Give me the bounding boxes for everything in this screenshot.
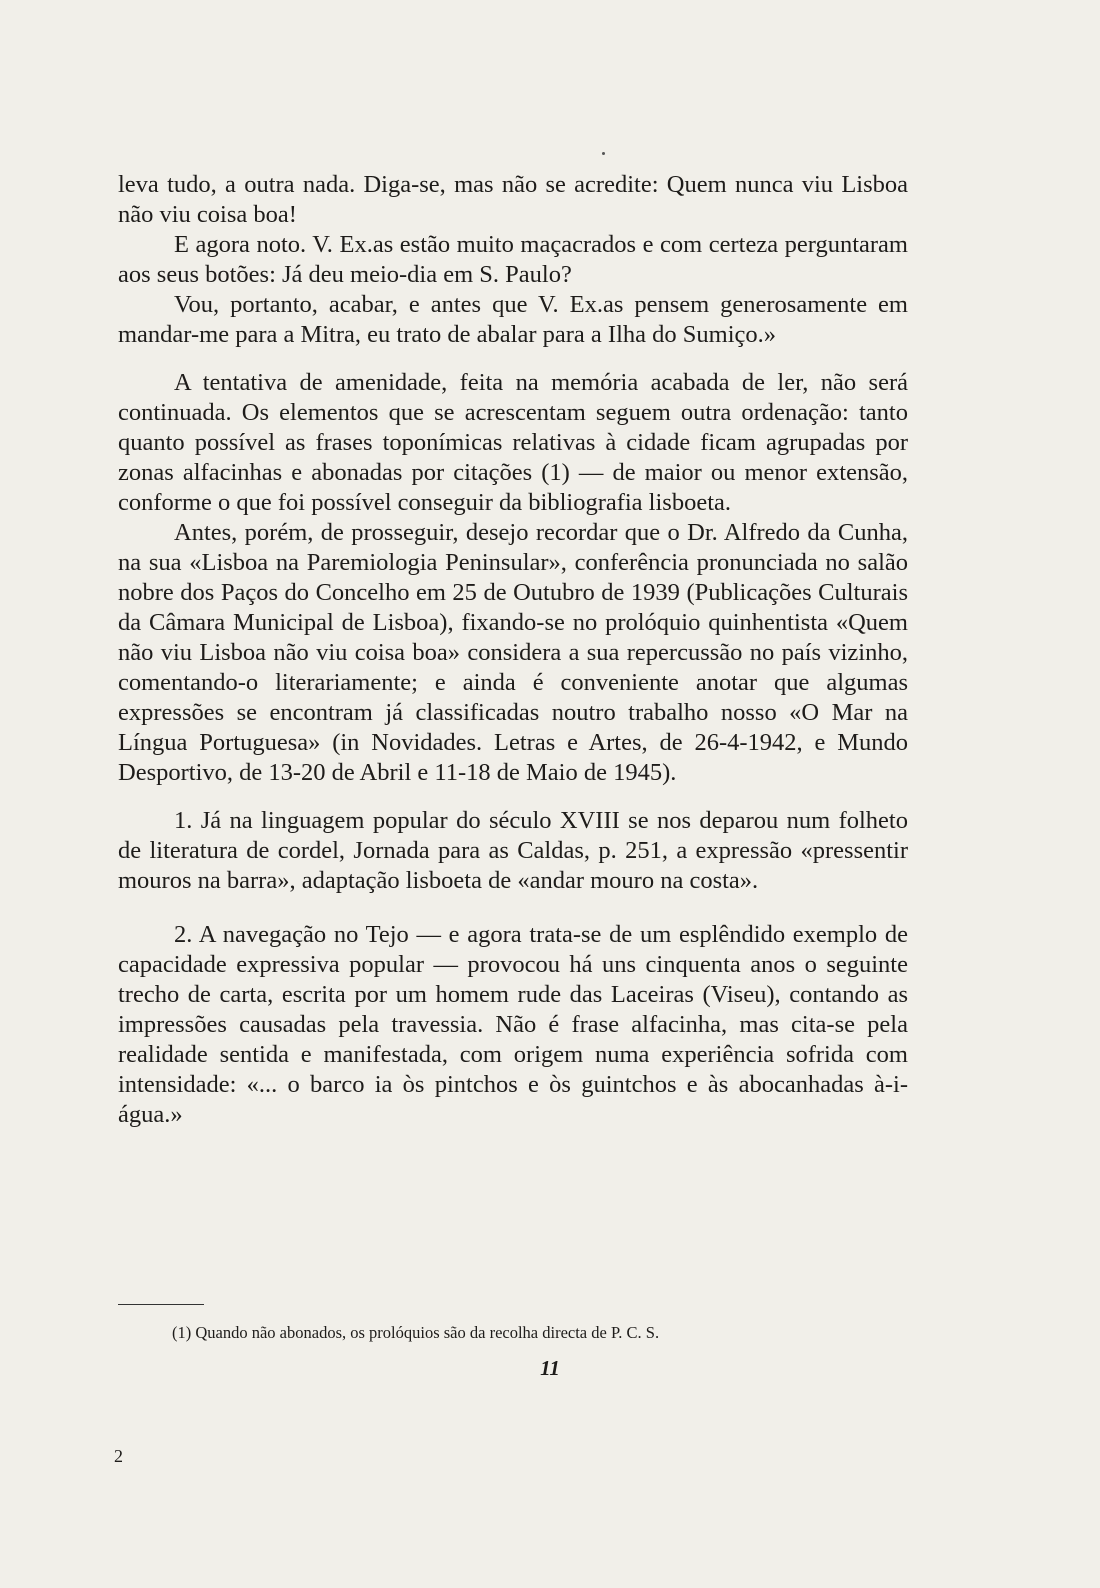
numbered-paragraph: 1. Já na linguagem popular do século XVIII se nos deparou num folheto de literatura de cordel, Jornada para as Caldas, p. 251, a expressão «pressentir mouros na barra», adaptação lisboeta de «andar mouro na costa». — [118, 807, 908, 894]
paragraph: E agora noto. V. Ex.as estão muito maçacrados e com certeza perguntaram aos seus botões: Já deu meio-dia em S. Paulo? — [118, 231, 908, 288]
paragraph: Antes, porém, de prosseguir, desejo recordar que o Dr. Alfredo da Cunha, na sua «Lisboa na Paremiologia Peninsular», conferência pronunciada no salão nobre dos Paços do Concelho em 25 de Outubro de 1939 (Publicações Culturais da Câmara Municipal de Lisboa), fixando-se no prolóquio quinhentista «Quem não viu Lisboa não viu coisa boa» considera a sua repercussão no país vizinho, comentando-o literariamente; e ainda é conveniente anotar que algumas expressões se encontram já classificadas noutro trabalho nosso «O Mar na Língua Portuguesa» (in Novidades. Letras e Artes, de 26-4-1942, e Mundo Desportivo, de 13-20 de Abril e 11-18 de Maio de 1945). — [118, 519, 908, 786]
footnote-rule — [118, 1304, 204, 1305]
paragraph: leva tudo, a outra nada. Diga-se, mas não se acredite: Quem nunca viu Lisboa não viu coisa boa! — [118, 171, 908, 228]
body-text — [118, 170, 908, 1130]
ink-speck — [602, 152, 605, 155]
page-number: 11 — [540, 1356, 560, 1380]
numbered-paragraph: 2. A navegação no Tejo — e agora trata-se de um esplêndido exemplo de capacidade expressiva popular — provocou há uns cinquenta anos o seguinte trecho de carta, escrita por um homem rude das Laceiras (Viseu), contando as impressões causadas pela travessia. Não é frase alfacinha, mas cita-se pela realidade sentida e manifestada, com origem numa experiência sofrida com intensidade: «... o barco ia òs pintchos e òs guintchos e às abocanhadas à-i-água.» — [118, 921, 908, 1128]
footnote: (1) Quando não abonados, os prolóquios são da recolha directa de P. C. S. — [172, 1323, 660, 1342]
paragraph: A tentativa de amenidade, feita na memória acabada de ler, não será continuada. Os elementos que se acrescentam seguem outra ordenação: tanto quanto possível as frases toponímicas relativas à cidade ficam agrupadas por zonas alfacinhas e abonadas por citações (1) — de maior ou menor extensão, conforme o que foi possível conseguir da bibliografia lisboeta. — [118, 369, 908, 516]
signature-mark: 2 — [114, 1446, 123, 1466]
paragraph: Vou, portanto, acabar, e antes que V. Ex.as pensem generosamente em mandar-me para a Mitra, eu trato de abalar para a Ilha do Sumiço.» — [118, 291, 908, 348]
